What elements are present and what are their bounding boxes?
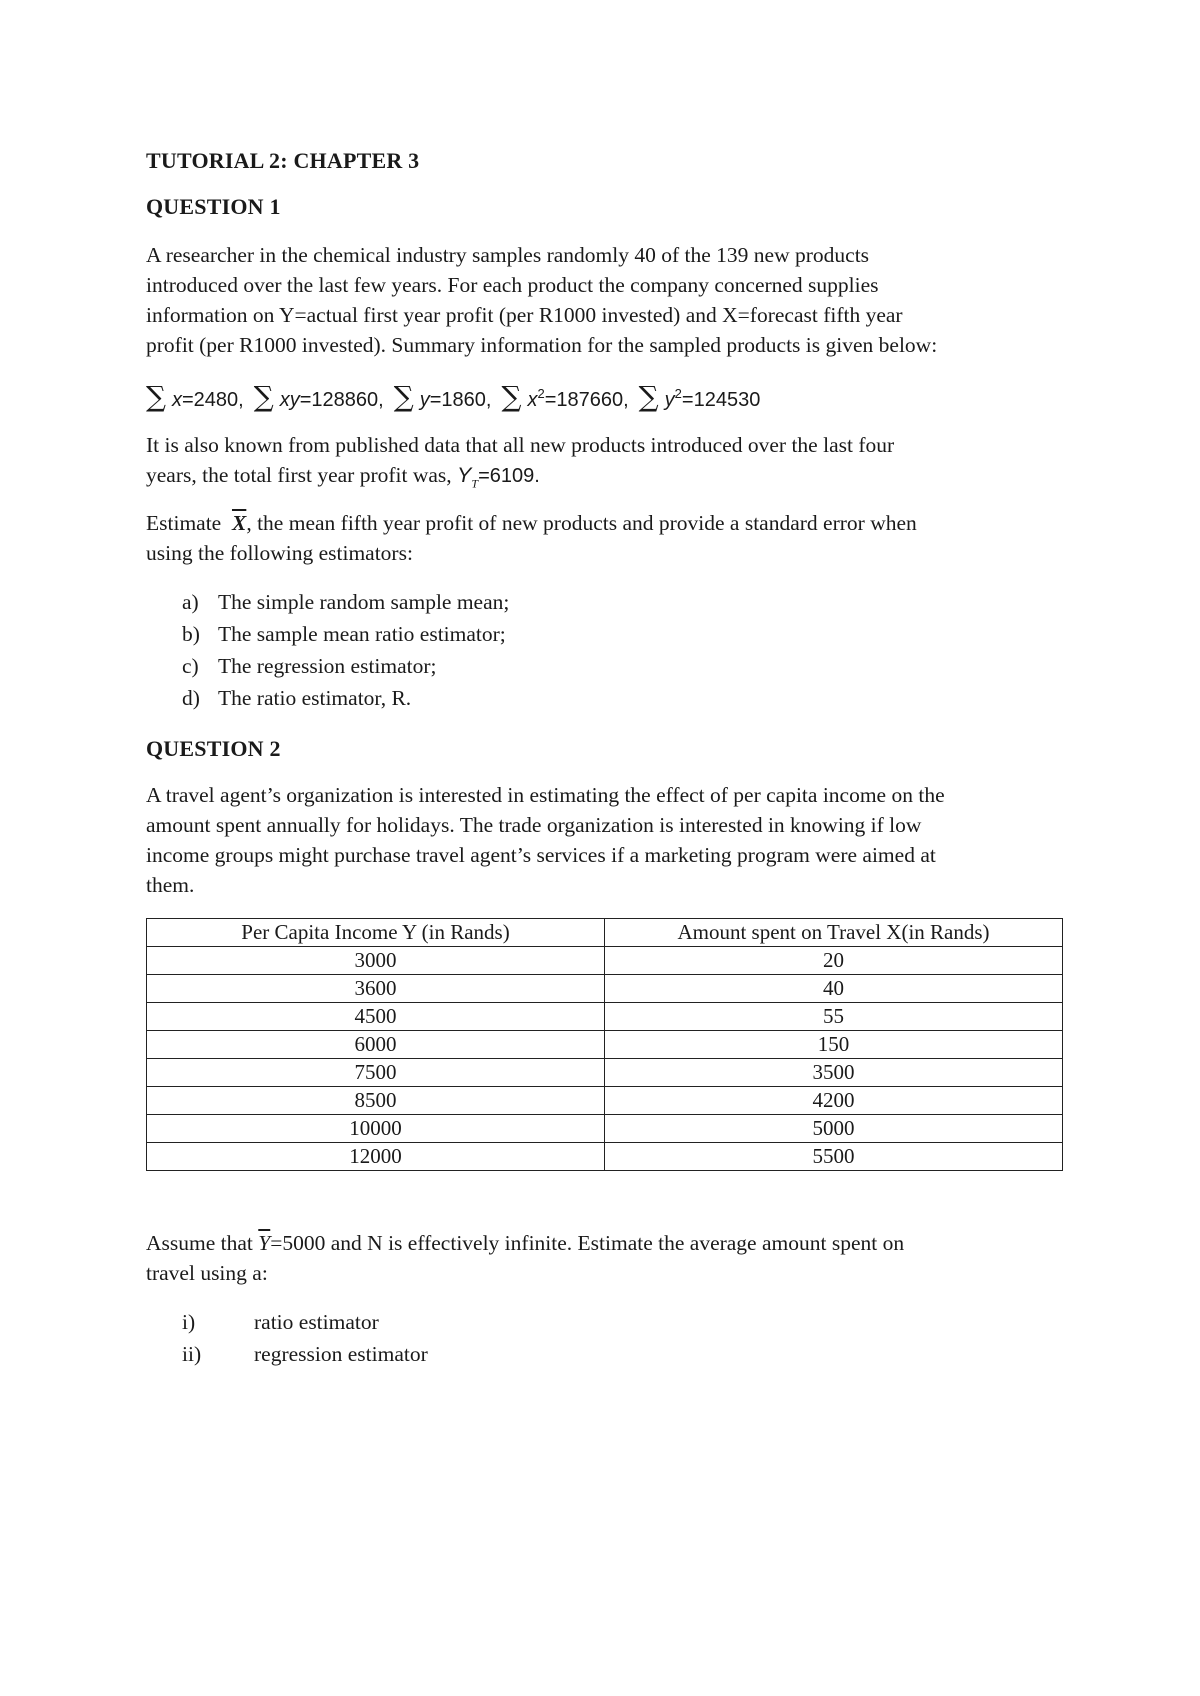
table-row (147, 1087, 1063, 1115)
text-line: using the following estimators: (146, 541, 413, 565)
text-line: It is also known from published data that all new products introduced over the last four (146, 433, 895, 457)
text-line: A researcher in the chemical industry samples randomly 40 of the 139 new products (146, 243, 870, 267)
question-1-intro (146, 240, 1076, 360)
text-line: information on Y=actual first year profit (per R1000 invested) and X=forecast fifth year (146, 303, 903, 327)
table-cell: 8500 (147, 1087, 605, 1115)
table-cell: 150 (605, 1031, 1063, 1059)
table-cell: 4200 (605, 1087, 1063, 1115)
sum-term: ∑ y=1860, (393, 380, 492, 413)
list-item: a) The simple random sample mean; (182, 590, 510, 614)
column-header: Per Capita Income Y (in Rands) (147, 919, 605, 947)
text-line: A travel agent’s organization is interested in estimating the effect of per capita income on the (146, 783, 945, 807)
table-header-row (147, 919, 1063, 947)
text-line: income groups might purchase travel agent’s services if a marketing program were aimed at (146, 843, 936, 867)
table-cell: 5000 (605, 1115, 1063, 1143)
text-line: amount spent annually for holidays. The trade organization is interested in knowing if low (146, 813, 922, 837)
income-travel-table (146, 918, 1063, 1171)
text-line: travel using a: (146, 1261, 268, 1285)
table-row (147, 1143, 1063, 1171)
question-2-intro (146, 780, 1076, 900)
list-item: c) The regression estimator; (182, 654, 437, 678)
assume-paragraph (146, 1228, 1076, 1288)
question-2-list (146, 1306, 428, 1370)
document-title: TUTORIAL 2: CHAPTER 3 (146, 148, 420, 173)
list-item: i) ratio estimator (182, 1310, 379, 1334)
table-cell: 55 (605, 1003, 1063, 1031)
text-line: them. (146, 873, 195, 897)
sum-term: ∑ x=2480, (146, 380, 244, 413)
table-cell: 20 (605, 947, 1063, 975)
question-1-heading: QUESTION 1 (146, 194, 281, 219)
table-cell: 6000 (147, 1031, 605, 1059)
column-header: Amount spent on Travel X(in Rands) (605, 919, 1063, 947)
table-row (147, 1003, 1063, 1031)
list-item: b) The sample mean ratio estimator; (182, 622, 506, 646)
table-cell: 40 (605, 975, 1063, 1003)
table-cell: 4500 (147, 1003, 605, 1031)
text-line: Assume that $\overline{Y}=5000$ and N is effectively infinite. Estimate the average amount spent on (146, 1231, 905, 1255)
table-cell: 5500 (605, 1143, 1063, 1171)
table-row (147, 1059, 1063, 1087)
estimate-paragraph (146, 508, 1076, 568)
table-cell: 3600 (147, 975, 605, 1003)
table-row (147, 975, 1063, 1003)
table-cell: 12000 (147, 1143, 605, 1171)
table-cell: 3000 (147, 947, 605, 975)
table-row (147, 1115, 1063, 1143)
table-cell: 7500 (147, 1059, 605, 1087)
table-cell: 10000 (147, 1115, 605, 1143)
question-1-list (146, 586, 509, 714)
summary-sums-formula (146, 380, 770, 413)
question-2-heading: QUESTION 2 (146, 736, 281, 761)
text-line: years, the total first year profit was, $Y_T=6109$. (146, 463, 540, 491)
sum-term: ∑ x$^2$=187660, (501, 380, 629, 413)
list-item: ii) regression estimator (182, 1342, 428, 1366)
table-row (147, 947, 1063, 975)
table-cell: 3500 (605, 1059, 1063, 1087)
known-data-paragraph (146, 430, 1076, 498)
sum-term: ∑ y$^2$=124530 (638, 380, 761, 413)
sum-term: ∑ xy=128860, (253, 380, 384, 413)
list-item: d) The ratio estimator, R. (182, 686, 412, 710)
text-line: Estimate $\overline{X}$, the mean fifth year profit of new products and provide a standard error when (146, 511, 917, 535)
text-line: introduced over the last few years. For each product the company concerned supplies (146, 273, 879, 297)
table-row (147, 1031, 1063, 1059)
text-line: profit (per R1000 invested). Summary information for the sampled products is given below: (146, 333, 938, 357)
